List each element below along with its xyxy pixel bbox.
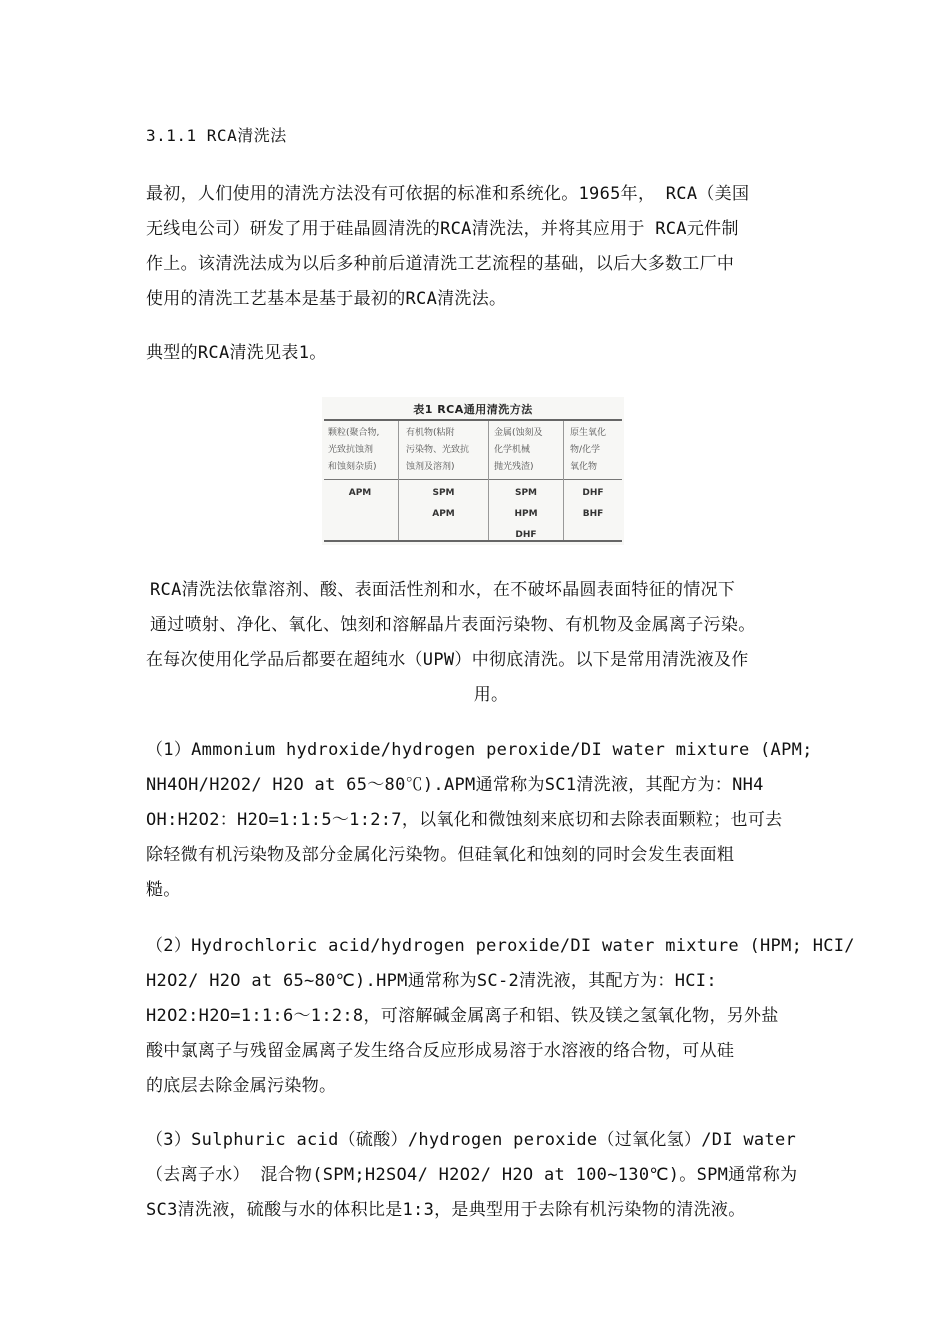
text-line: 通过喷射、净化、氧化、蚀刻和溶解晶片表面污染物、有机物及金属离子污染。 [150,615,756,635]
text-line: H2O2/ H2O at 65~80℃).HPM通常称为SC-2清洗液，其配方为：HCI: [146,971,717,991]
rca-table-figure [322,397,624,545]
text-line: （1）Ammonium hydroxide/hydrogen peroxide/DI water mixture (APM; [146,740,813,760]
text-line: 糙。 [146,880,181,900]
text-line: RCA清洗法依靠溶剂、酸、表面活性剂和水，在不破坏晶圆表面特征的情况下 [150,580,736,600]
table-data-cell: SPM HPM DHF [514,488,538,540]
text-line: 的底层去除金属污染物。 [146,1076,337,1096]
text-line: OH:H2O2：H2O=1:1:5～1:2:7，以氧化和微蚀刻来底切和去除表面颗粒；也可去 [146,810,783,830]
table-header-cell: 颗粒(聚合物, 光致抗蚀剂 和蚀刻杂质) [328,428,380,472]
text-line: NH4OH/H2O2/ H2O at 65～80℃).APM通常称为SC1清洗液，其配方为：NH4 [146,775,764,795]
text-line: 作上。该清洗法成为以后多种前后道清洗工艺流程的基础，以后大多数工厂中 [146,254,735,274]
table-data-cell: DHF BHF [582,488,604,519]
table-header-cell: 原生氧化 物/化学 氧化物 [570,428,607,472]
text-line: 典型的RCA清洗见表1。 [146,343,327,363]
table-header-rule [324,479,622,480]
text-line: （2）Hydrochloric acid/hydrogen peroxide/DI water mixture (HPM; HCI/ [146,936,855,956]
table-data-cell: APM [348,488,372,498]
table-title: 表1 RCA通用清洗方法 [413,403,533,416]
paragraph-apm [146,733,816,908]
paragraph-history [146,177,816,317]
text-line: 使用的清洗工艺基本是基于最初的RCA清洗法。 [146,289,507,309]
text-line: 用。 [473,685,509,705]
paragraph-rca-description [146,573,836,713]
section-heading: 3.1.1 RCA清洗法 [146,126,287,145]
text-line: 无线电公司）研发了用于硅晶圆清洗的RCA清洗法，并将其应用于 RCA元件制 [146,219,739,239]
text-line: 酸中氯离子与残留金属离子发生络合反应形成易溶于水溶液的络合物，可从硅 [146,1041,735,1061]
table-top-rule [324,419,622,421]
text-line: 除轻微有机污染物及部分金属化污染物。但硅氧化和蚀刻的同时会发生表面粗 [146,845,735,865]
paragraph-spm [146,1123,816,1228]
text-line: 在每次使用化学品后都要在超纯水（UPW）中彻底清洗。以下是常用清洗液及作 [146,650,749,670]
table-bottom-rule [324,540,622,542]
table-data-cell: SPM APM [432,488,455,519]
text-line: （去离子水） 混合物(SPM;H2SO4/ H2O2/ H2O at 100~130℃)。SPM通常称为 [146,1165,798,1185]
text-line: H2O2:H2O=1:1:6～1:2:8，可溶解碱金属离子和铝、铁及镁之氢氧化物，另外盐 [146,1006,779,1026]
table-header-cell: 有机物(粘附 污染物、光致抗 蚀剂及溶剂) [406,428,470,472]
paragraph-hpm [146,929,855,1104]
text-line: （3）Sulphuric acid（硫酸）/hydrogen peroxide（过氧化氢）/DI water [146,1130,797,1150]
text-line: SC3清洗液，硫酸与水的体积比是1:3，是典型用于去除有机污染物的清洗液。 [146,1200,746,1220]
table-header-cell: 金属(蚀刻及 化学机械 抛光残渣) [494,428,543,472]
text-line: 最初，人们使用的清洗方法没有可依据的标准和系统化。1965年， RCA（美国 [146,184,750,204]
paragraph-table-reference [146,336,816,371]
